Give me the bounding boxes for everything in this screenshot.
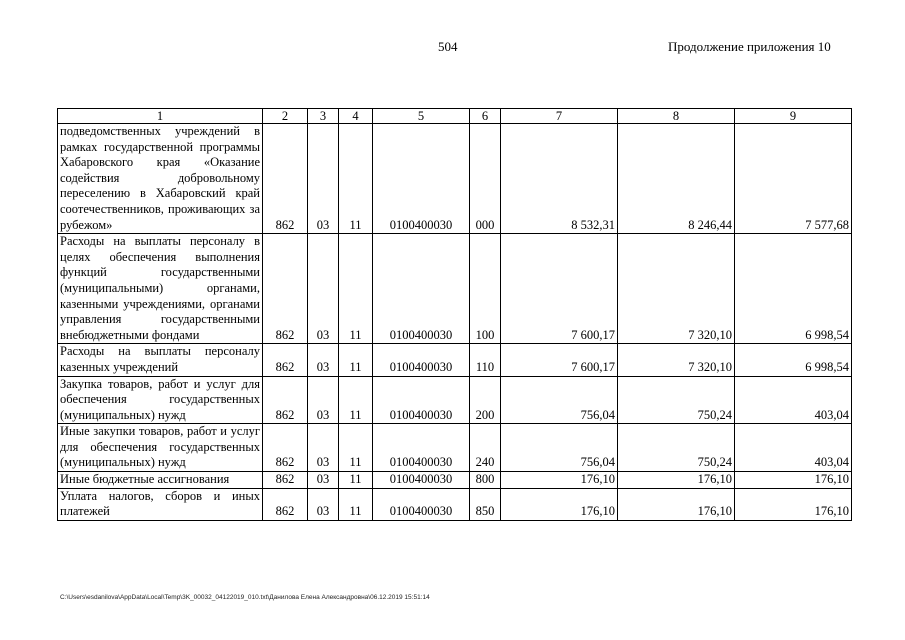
cell-subsection: 11 [339, 124, 373, 234]
cell-amount: 403,04 [735, 424, 852, 472]
table-header-row [58, 109, 852, 124]
cell-amount: 756,04 [501, 424, 618, 472]
continuation-label: Продолжение приложения 10 [668, 39, 831, 54]
cell-amount: 176,10 [735, 472, 852, 489]
cell-amount: 750,24 [618, 376, 735, 424]
column-header: 9 [735, 109, 852, 124]
column-header: 2 [263, 109, 308, 124]
cell-amount: 8 246,44 [618, 124, 735, 234]
cell-amount: 7 577,68 [735, 124, 852, 234]
table-row [58, 472, 852, 489]
cell-amount: 6 998,54 [735, 234, 852, 344]
cell-section: 03 [308, 124, 339, 234]
cell-amount: 176,10 [618, 488, 735, 520]
cell-amount: 6 998,54 [735, 344, 852, 376]
cell-target-article: 0100400030 [373, 488, 470, 520]
column-header: 8 [618, 109, 735, 124]
cell-target-article: 0100400030 [373, 124, 470, 234]
cell-target-article: 0100400030 [373, 424, 470, 472]
table-row [58, 344, 852, 376]
cell-target-article: 0100400030 [373, 344, 470, 376]
cell-target-article: 0100400030 [373, 472, 470, 489]
cell-subsection: 11 [339, 344, 373, 376]
cell-subsection: 11 [339, 472, 373, 489]
cell-amount: 7 600,17 [501, 234, 618, 344]
table-row [58, 376, 852, 424]
cell-subsection: 11 [339, 488, 373, 520]
cell-expense-type: 100 [470, 234, 501, 344]
column-header: 4 [339, 109, 373, 124]
cell-code: 862 [263, 472, 308, 489]
footer-file-path: C:\Users\esdanilova\AppData\Local\Temp\3K_00032_04122019_010.txt\Данилова Елена Александровна\06.12.2019 15:51:14 [60, 594, 430, 601]
row-description: Иные бюджетные ассигнования [58, 472, 263, 489]
cell-subsection: 11 [339, 424, 373, 472]
cell-section: 03 [308, 488, 339, 520]
cell-amount: 176,10 [618, 472, 735, 489]
cell-code: 862 [263, 124, 308, 234]
column-header: 5 [373, 109, 470, 124]
row-description: Уплата налогов, сборов и иных платежей [58, 488, 263, 520]
cell-expense-type: 800 [470, 472, 501, 489]
row-description: Расходы на выплаты персоналу казенных учреждений [58, 344, 263, 376]
cell-expense-type: 850 [470, 488, 501, 520]
column-header: 7 [501, 109, 618, 124]
table-row [58, 424, 852, 472]
column-header: 1 [58, 109, 263, 124]
cell-section: 03 [308, 344, 339, 376]
row-description: Закупка товаров, работ и услуг для обеспечения государственных (муниципальных) нужд [58, 376, 263, 424]
cell-expense-type: 000 [470, 124, 501, 234]
table-row [58, 488, 852, 520]
row-description: Иные закупки товаров, работ и услуг для обеспечения государственных (муниципальных) нужд [58, 424, 263, 472]
cell-amount: 8 532,31 [501, 124, 618, 234]
cell-amount: 7 320,10 [618, 234, 735, 344]
cell-subsection: 11 [339, 376, 373, 424]
cell-amount: 176,10 [735, 488, 852, 520]
cell-amount: 7 600,17 [501, 344, 618, 376]
page-number: 504 [438, 39, 458, 54]
row-description: подведомственных учреждений в рамках государственной программы Хабаровского края «Оказание содействия добровольному переселению в Хабаровский край соотечественников, проживающих за рубежом» [58, 124, 263, 234]
column-header: 3 [308, 109, 339, 124]
cell-section: 03 [308, 424, 339, 472]
cell-amount: 7 320,10 [618, 344, 735, 376]
cell-code: 862 [263, 344, 308, 376]
cell-expense-type: 110 [470, 344, 501, 376]
cell-section: 03 [308, 234, 339, 344]
table-row [58, 124, 852, 234]
cell-expense-type: 200 [470, 376, 501, 424]
cell-expense-type: 240 [470, 424, 501, 472]
table-row [58, 234, 852, 344]
cell-amount: 176,10 [501, 472, 618, 489]
cell-target-article: 0100400030 [373, 234, 470, 344]
cell-amount: 756,04 [501, 376, 618, 424]
cell-amount: 176,10 [501, 488, 618, 520]
cell-subsection: 11 [339, 234, 373, 344]
cell-amount: 750,24 [618, 424, 735, 472]
budget-table [57, 108, 852, 521]
row-description: Расходы на выплаты персоналу в целях обеспечения выполнения функций государственными (муниципальными) органами, казенными учреждениями, органами управления государственными внебюджетными фондами [58, 234, 263, 344]
cell-target-article: 0100400030 [373, 376, 470, 424]
column-header: 6 [470, 109, 501, 124]
cell-code: 862 [263, 376, 308, 424]
cell-code: 862 [263, 424, 308, 472]
cell-code: 862 [263, 234, 308, 344]
cell-code: 862 [263, 488, 308, 520]
cell-section: 03 [308, 376, 339, 424]
cell-amount: 403,04 [735, 376, 852, 424]
cell-section: 03 [308, 472, 339, 489]
